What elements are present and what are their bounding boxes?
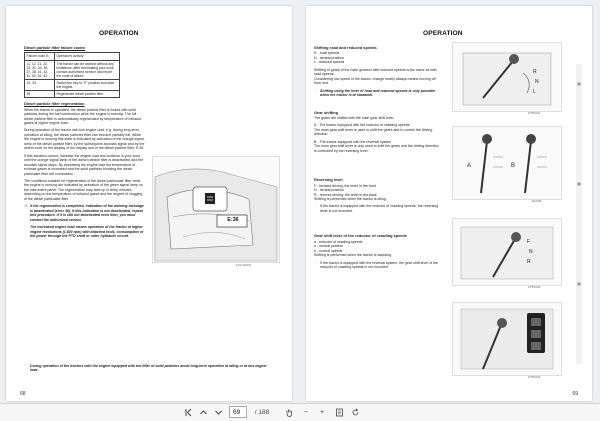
- figure-caption: F75N044: [528, 375, 541, 379]
- section-heading: Gear shift lever of the reductor of crawling speeds: [314, 233, 407, 239]
- figure-caption: E1N49: [532, 199, 542, 203]
- table-cell: The tractor can be worked without any limitations, after terminating your work, contact authorized service and report the code of failure.: [55, 60, 120, 79]
- display-code: E:36: [227, 217, 239, 223]
- svg-text:R: R: [527, 259, 531, 265]
- table-cell: 36: [25, 91, 55, 98]
- road-speed-lever-figure: [452, 42, 562, 112]
- info-hand-icon: ☞: [24, 363, 29, 368]
- list-item: b - normal speeds: [314, 248, 343, 253]
- table-row: [25, 91, 120, 98]
- paragraph: Shifting is performed when the tractor is standing.: [314, 253, 392, 258]
- svg-text:L: L: [533, 89, 536, 95]
- warning-note: ☞ Shifting using the lever of road and reduced speeds is only possible when the tractor is at standstill.: [314, 87, 436, 98]
- arrow-down-icon: [214, 408, 223, 417]
- paragraph: The main gear shift lever is only used to shift the gears and the driving direction is controlled by the reversing lever.: [314, 144, 439, 153]
- dpf-display-figure: [152, 156, 280, 263]
- pdf-toolbar: [0, 403, 600, 421]
- hand-tool-button[interactable]: [283, 407, 295, 418]
- page-number: 69: [572, 391, 578, 397]
- table-cell: 11, 12, 21, 22, 23, 31, 34, 35, 37, 38, 41, 42, 51, 52, 61, 62: [25, 60, 55, 79]
- section-heading: Diesel particle filter regeneration: [24, 101, 85, 107]
- right-text-column: [314, 46, 442, 273]
- table-cell: 32, 33,: [25, 79, 55, 90]
- rotate-button[interactable]: [349, 407, 361, 418]
- svg-text:B: B: [511, 163, 516, 169]
- first-page-button[interactable]: [182, 407, 194, 418]
- paragraph: Shifting is performed when the tractor is idling.: [314, 196, 387, 201]
- info-hand-icon: ☞: [24, 224, 29, 230]
- list-item: N - neutral position: [314, 188, 344, 193]
- dashboard-illustration: [153, 157, 279, 262]
- table-header: Failure code E:: [25, 53, 55, 60]
- margin-decoration: [574, 64, 584, 364]
- hand-icon: [285, 408, 294, 417]
- list-item: a - reductor of crawling speeds: [314, 239, 363, 244]
- section-heading: Diesel particle filter failure codes: [24, 45, 85, 50]
- figure-caption: F41-2N079: [236, 263, 252, 267]
- arrow-up-icon: [199, 408, 208, 417]
- left-text-column: [24, 46, 146, 241]
- list-item: R - reverse driving; the lever in the back: [314, 192, 377, 197]
- page-left: [6, 6, 292, 401]
- failure-code-table: [24, 52, 120, 98]
- page-right: [306, 6, 592, 401]
- paragraph: The main gear shift lever is used to shift the gears and to control the driving direction.: [314, 127, 433, 137]
- page-number-input[interactable]: 69: [229, 406, 247, 418]
- list-item: F - forward driving; the lever in the front: [314, 183, 376, 188]
- gear-shift-figure: [452, 126, 562, 200]
- svg-text:N: N: [529, 249, 533, 255]
- crawling-speed-lever-figure: [452, 302, 562, 376]
- list-item: n - neutral position: [314, 244, 344, 249]
- warning-icon: ⚠: [24, 203, 29, 209]
- svg-text:F: F: [527, 239, 531, 245]
- list-item: R - road speeds: [314, 51, 340, 56]
- zoom-out-button[interactable]: −: [303, 409, 309, 416]
- table-row: [25, 79, 120, 90]
- figure-caption: F75N033: [528, 111, 541, 115]
- section-heading: Reversing lever: [314, 177, 343, 183]
- info-note: ☞ If the tractor is equipped with the reductor of crawling speeds, the reversing lever is not mounted.: [314, 203, 439, 213]
- section-heading: Gear shifting: [314, 109, 338, 115]
- page-total: / 188: [254, 409, 270, 416]
- paragraph: B - The tractor equipped with the reversal system: [314, 139, 392, 144]
- page-number: 68: [20, 391, 26, 397]
- svg-text:R: R: [533, 69, 537, 75]
- page-title: OPERATION: [99, 30, 139, 37]
- svg-text:N: N: [535, 79, 539, 85]
- previous-page-button[interactable]: [197, 407, 209, 418]
- first-page-icon: [184, 408, 193, 417]
- svg-text:A: A: [467, 163, 472, 169]
- warning-note: ⚠ If the regeneration is completed, indication of the warning message is deactivated (error 36). If this indication is not deactivated, repeat this procedure. If it is still not deactivated even then, you must contact the authorized service.: [24, 203, 144, 222]
- zoom-in-button[interactable]: +: [319, 409, 325, 416]
- table-header: Operator's activity: [55, 53, 120, 60]
- info-note: ☞ If the tractor is equipped with the reversal system, the gear shift lever of the reductor of crawling speeds is not mounted.: [314, 259, 439, 270]
- paragraph: During operation of the tractor with low engine load, e.g. during long-term operation at idling, the diesel particles filter can become partially full. While the engine is running this state is indicated by activation of the orange signal lamp of the diesel particle filter, by the subsequent acoustic signal and by the defect code on the display of the display unit of the diesel particle filter: E:36: [24, 128, 145, 151]
- info-note: ☞ The increased engine load means operation of the tractor at higher engine revolutions (1,800 rpm) with attached tools, consumption of the power through the PTO shaft or outer hydraulic circuit.: [24, 224, 144, 238]
- table-header-row: [25, 53, 120, 60]
- bottom-note: ☞ During operation of the tractors with the engine equipped with the filter of solid particles avoid long-term operation at idling or at low engine load.: [24, 363, 267, 373]
- figure-caption: F75N032: [528, 285, 541, 289]
- paragraph: The conditions suitable for regeneration of the diesel particulate filter while the engine is running are indicated by activation of the green signal lamp on the instrument panel. The regeneration may take up to thirty minutes depending on the temperature of exhaust gases and the degree of clogging of the diesel particulate filter.: [24, 179, 143, 201]
- paragraph: When the tractor is operated, the diesel particle filter is fouled with solid particles during the fuel combustion while the engine is running. The full diesel particle filter is automatically regenerated by temperature of exhaust gases at higher engine load.: [24, 107, 141, 126]
- info-hand-icon: ☞: [314, 259, 319, 265]
- paragraph: A - The tractor equipped with the reductor of crawling speeds.: [314, 123, 411, 128]
- next-page-button[interactable]: [212, 407, 224, 418]
- table-cell: Switch the key to "0" position and start the engine.: [55, 79, 120, 90]
- paragraph: If this situation occurs, increase the engine load and continue in your work until the orange signal lamp of the diesel particle filter is deactivated and the acoustic signal stops. By increasing the engine load the temperature of exhaust gases is increased and the solid particles blocking the diesel particulate filter are combusted.: [24, 153, 144, 176]
- paragraph: Shifting of gears of the main gearbox with reduced speeds is the same as with road speeds.: [314, 67, 437, 77]
- list-item: N - neutral position: [314, 55, 344, 60]
- fit-page-icon: [335, 408, 344, 417]
- table-cell: Regenerate diesel particle filter.: [55, 91, 120, 98]
- fit-page-button[interactable]: [333, 407, 345, 418]
- list-item: L - reduced speeds: [314, 60, 345, 65]
- info-hand-icon: ☞: [314, 87, 319, 93]
- table-row: [25, 60, 120, 79]
- info-hand-icon: ☞: [314, 203, 319, 209]
- page-title: OPERATION: [423, 30, 463, 37]
- reversing-lever-figure: [452, 218, 562, 286]
- paragraph: The gears are shifted with the main gear shift lever.: [314, 115, 395, 120]
- rotate-icon: [351, 408, 360, 417]
- paragraph: Considering low speed of the tractor, change nearly always means moving off from rest.: [314, 76, 436, 86]
- section-heading: Shifting road and reduced speeds: [314, 45, 377, 50]
